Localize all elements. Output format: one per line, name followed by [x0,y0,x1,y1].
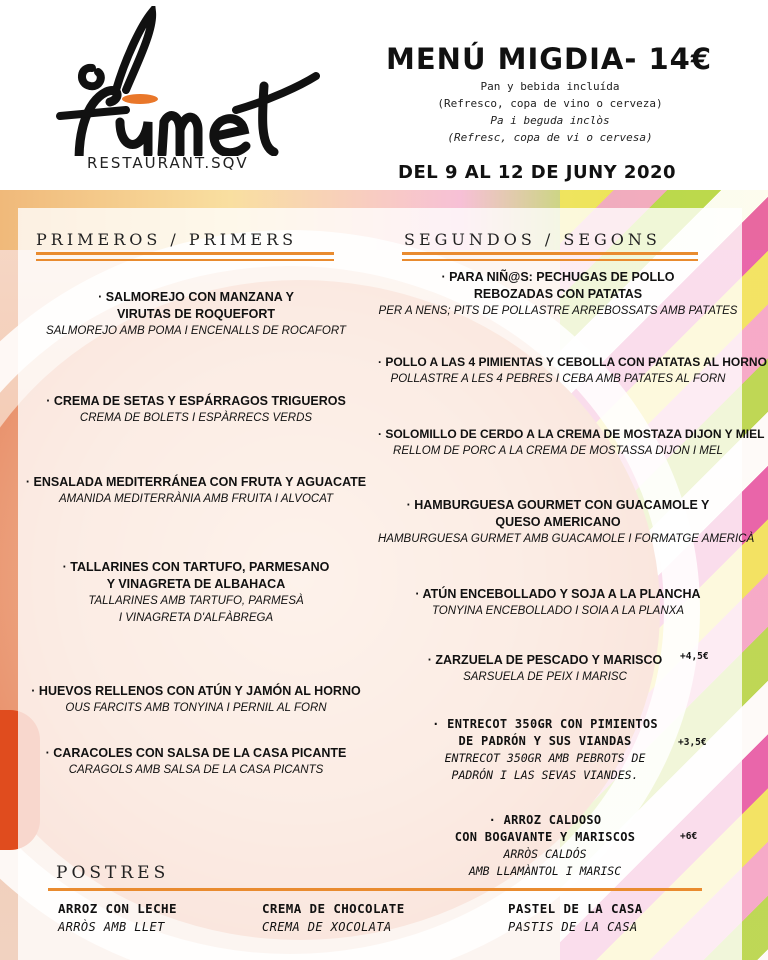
primeros-rule-2 [36,259,334,261]
postre-item: ARROZ CON LECHE ARRÒS AMB LLET [58,901,177,934]
segundos-item: · ATÚN ENCEBOLLADO Y SOJA A LA PLANCHA TONYINA ENCEBOLLADO I SOIA A LA PLANXA [415,587,701,617]
primeros-item: · CREMA DE SETAS Y ESPÁRRAGOS TRIGUEROS CREMA DE BOLETS I ESPÀRRECS VERDS [46,394,346,424]
supplement-badge: +6€ [680,831,698,842]
menu-title: MENÚ MIGDIA- 14€ [386,42,713,76]
segundos-item: · POLLO A LAS 4 PIMIENTAS Y CEBOLLA CON PATATAS AL HORNO POLLASTRE A LES 4 PEBRES I CEBA AMB PATATES AL FORN [378,355,767,385]
segundos-item: · ZARZUELA DE PESCADO Y MARISCO SARSUELA DE PEIX I MARISC [427,653,663,683]
postres-rule [48,888,702,891]
segundos-item: · ARROZ CALDOSO CON BOGAVANTE Y MARISCOS ARRÒS CALDÓS AMB LLAMÀNTOL I MARISC [454,813,636,878]
segundos-heading: SEGUNDOS / SEGONS [404,230,661,249]
logo-wordmark-icon [40,6,330,156]
segundos-rule [402,252,698,255]
segundos-item: · SOLOMILLO DE CERDO A LA CREMA DE MOSTAZA DIJON Y MIEL RELLOM DE PORC A LA CREMA DE MOSTASSA DIJON I MEL [378,427,765,457]
postres-heading: POSTRES [56,863,170,883]
segundos-item: · HAMBURGUESA GOURMET CON GUACAMOLE Y QUESO AMERICANO HAMBURGUESA GURMET AMB GUACAMOLE I FORMATGE AMERICÀ [378,498,755,545]
restaurant-logo [40,6,330,186]
primeros-item: · SALMOREJO CON MANZANA Y VIRUTAS DE ROQUEFORT SALMOREJO AMB POMA I ENCENALLS DE ROCAFORT [46,290,346,337]
primeros-item: · CARACOLES CON SALSA DE LA CASA PICANTE CARAGOLS AMB SALSA DE LA CASA PICANTS [45,746,347,776]
logo-subtitle: RESTAURANT.SQV [87,154,249,172]
postre-item: PASTEL DE LA CASA PASTIS DE LA CASA [508,901,643,934]
primeros-rule [36,252,334,255]
postre-item: CREMA DE CHOCOLATE CREMA DE XOCOLATA [262,901,405,934]
segundos-rule-2 [402,259,698,261]
supplement-badge: +4,5€ [680,651,709,662]
included-detail-ca: (Refresc, copa de vi o cervesa) [447,131,653,144]
primeros-item: · ENSALADA MEDITERRÁNEA CON FRUTA Y AGUACATE AMANIDA MEDITERRÀNIA AMB FRUITA I ALVOCAT [25,475,367,505]
supplement-badge: +3,5€ [678,737,707,748]
included-line-es: Pan y bebida incluída [480,80,620,93]
primeros-heading: PRIMEROS / PRIMERS [36,230,298,249]
primeros-item: · TALLARINES CON TARTUFO, PARMESANO Y VINAGRETA DE ALBAHACA TALLARINES AMB TARTUFO, PARMESÀ I VINAGRETA D'ALFÀBREGA [62,560,330,624]
primeros-item: · HUEVOS RELLENOS CON ATÚN Y JAMÓN AL HORNO OUS FARCITS AMB TONYINA I PERNIL AL FORN [31,684,361,714]
included-detail-es: (Refresco, copa de vino o cerveza) [437,97,663,110]
included-line-ca: Pa i beguda inclòs [490,114,610,127]
menu-dates: DEL 9 AL 12 DE JUNY 2020 [398,162,677,183]
segundos-item: · ENTRECOT 350GR CON PIMIENTOS DE PADRÓN Y SUS VIANDAS ENTRECOT 350GR AMB PEBROTS DE PADRÓN I LAS SEVAS VIANDES. [432,717,658,782]
segundos-item: · PARA NIÑ@S: PECHUGAS DE POLLO REBOZADAS CON PATATAS PER A NENS; PITS DE POLLASTRE ARREBOSSATS AMB PATATES [378,270,738,317]
